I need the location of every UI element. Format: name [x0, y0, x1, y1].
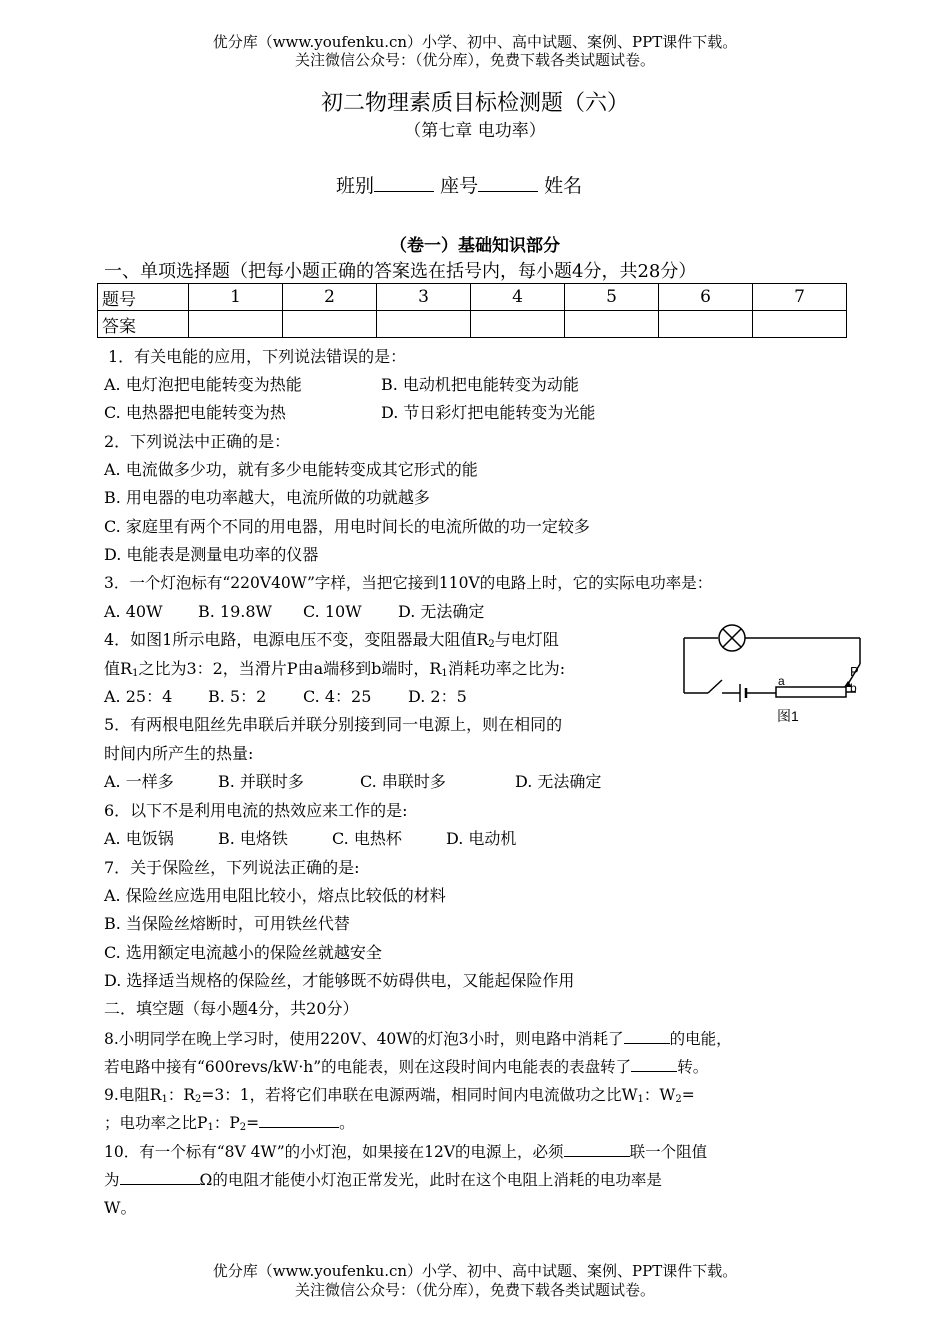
page-title: 初二物理素质目标检测题（六）	[320, 91, 629, 116]
q9-text: ：P	[213, 1114, 240, 1132]
section-title: （卷一）基础知识部分	[390, 236, 560, 256]
q4-option-b: B. 5：2	[208, 687, 267, 706]
q10-line2	[104, 1170, 662, 1190]
q9-line1	[104, 1085, 695, 1110]
answer-cell[interactable]	[753, 311, 847, 338]
question-number: 5	[565, 284, 659, 311]
q9-text: ：R	[167, 1086, 196, 1104]
q4-text: 4．如图1所示电路，电源电压不变，变阻器最大阻值R	[104, 630, 489, 649]
q4-option-c: C. 4：25	[303, 687, 372, 706]
q8-line2	[104, 1057, 708, 1077]
question-number: 4	[471, 284, 565, 311]
figure-caption: 图1	[777, 708, 799, 724]
q4-text: 消耗功率之比为:	[447, 659, 566, 678]
question-number: 6	[659, 284, 753, 311]
subscript: 1	[441, 668, 448, 679]
q6-option-d: D. 电动机	[446, 829, 517, 848]
answer-cell[interactable]	[189, 311, 283, 338]
q8-text: 若电路中接有“600revs/kW·h”的电能表，则在这段时间内电能表的表盘转了	[104, 1058, 632, 1076]
subscript: 2	[239, 1122, 247, 1133]
q7-option-d: D. 选择适当规格的保险丝，才能够既不妨碍供电，又能起保险作用	[104, 971, 575, 990]
subscript: 1	[132, 668, 139, 679]
q3-option-d: D. 无法确定	[398, 602, 485, 621]
q10-blank-1[interactable]	[564, 1142, 630, 1157]
q4-stem-line2	[104, 659, 565, 684]
seat-label: 座号	[440, 175, 479, 197]
subscript: 2	[675, 1094, 682, 1105]
label-b: b	[850, 681, 857, 695]
class-blank[interactable]	[374, 177, 434, 192]
q1-option-c: C. 电热器把电能转变为热	[104, 403, 286, 422]
q1-option-d: D. 节日彩灯把电能转变为光能	[381, 403, 596, 422]
circuit-figure	[680, 618, 870, 728]
header-line-1: 优分库（www.youfenku.cn）小学、初中、高中试题、案例、PPT课件下载。	[212, 33, 738, 51]
student-info	[336, 171, 582, 198]
q4-option-d: D. 2：5	[408, 687, 467, 706]
q5-stem-line2: 时间内所产生的热量:	[104, 744, 254, 763]
question-number: 2	[283, 284, 377, 311]
answer-cell[interactable]	[659, 311, 753, 338]
q9-text: ：W	[643, 1086, 676, 1104]
q2-option-b: B. 用电器的电功率越大，电流所做的功就越多	[104, 488, 430, 507]
q8-line1	[104, 1029, 732, 1049]
q1-option-a: A. 电灯泡把电能转变为热能	[104, 375, 302, 394]
q7-stem: 7．关于保险丝，下列说法正确的是:	[104, 858, 360, 877]
q9-text: ；电功率之比P	[104, 1114, 208, 1132]
q10-text: Ω的电阻才能使小灯泡正常发光，此时在这个电阻上消耗的电功率是	[199, 1171, 662, 1189]
label-p: P	[850, 664, 859, 679]
footer-line-1: 优分库（www.youfenku.cn）小学、初中、高中试题、案例、PPT课件下载。	[212, 1262, 738, 1280]
q8-text: 转。	[677, 1058, 709, 1076]
rheostat	[776, 687, 846, 697]
part2-title: 二．填空题（每小题4分，共20分）	[104, 999, 359, 1018]
subscript: 1	[637, 1094, 644, 1105]
name-label: 姓名	[544, 175, 583, 197]
table-row-answers	[98, 311, 847, 338]
q10-blank-2[interactable]	[120, 1170, 200, 1185]
subscript: 2	[488, 639, 495, 650]
switch-icon	[708, 680, 722, 693]
q2-option-c: C. 家庭里有两个不同的用电器，用电时间长的电流所做的功一定较多	[104, 517, 590, 536]
q9-text: =	[246, 1114, 260, 1132]
q10-text: 10．有一个标有“8V 4W”的小灯泡，如果接在12V的电源上，必须	[104, 1143, 564, 1161]
q3-option-a: A. 40W	[104, 602, 163, 621]
header-line-2: 关注微信公众号：（优分库），免费下载各类试题试卷。	[294, 51, 655, 69]
q2-option-d: D. 电能表是测量电功率的仪器	[104, 545, 319, 564]
q8-blank-2[interactable]	[631, 1057, 677, 1072]
q5-stem-line1: 5．有两根电阻丝先串联后并联分别接到同一电源上，则在相同的	[104, 715, 563, 734]
row-label-answer: 答案	[98, 311, 189, 338]
q2-stem: 2．下列说法中正确的是：	[104, 432, 291, 451]
table-row-numbers	[98, 284, 847, 311]
q10-text: 为	[104, 1171, 120, 1189]
q4-option-a: A. 25：4	[104, 687, 173, 706]
label-a: a	[778, 674, 785, 688]
q5-option-b: B. 并联时多	[218, 772, 304, 791]
q4-stem-line1	[104, 630, 559, 655]
row-label-number: 题号	[98, 284, 189, 311]
q6-option-a: A. 电饭锅	[104, 829, 174, 848]
q1-option-b: B. 电动机把电能转变为动能	[381, 375, 579, 394]
q3-option-c: C. 10W	[303, 602, 362, 621]
page-subtitle: （第七章 电功率）	[404, 121, 546, 141]
answer-cell[interactable]	[565, 311, 659, 338]
q9-line2	[104, 1113, 355, 1138]
answer-cell[interactable]	[377, 311, 471, 338]
question-number: 3	[377, 284, 471, 311]
subscript: 2	[195, 1094, 202, 1105]
subscript: 1	[207, 1122, 214, 1133]
q8-text: 8.小明同学在晚上学习时，使用220V、40W的灯泡3小时，则电路中消耗了	[104, 1030, 624, 1048]
q6-option-b: B. 电烙铁	[218, 829, 288, 848]
answer-cell[interactable]	[471, 311, 565, 338]
q5-option-a: A. 一样多	[104, 772, 174, 791]
q2-option-a: A. 电流做多少功，就有多少电能转变成其它形式的能	[104, 460, 478, 479]
q4-text: 值R	[104, 659, 133, 678]
answer-table	[97, 283, 847, 338]
q1-stem: 1．有关电能的应用，下列说法错误的是：	[108, 347, 407, 366]
q5-option-c: C. 串联时多	[360, 772, 446, 791]
q6-option-c: C. 电热杯	[332, 829, 402, 848]
q5-option-d: D. 无法确定	[515, 772, 602, 791]
q9-text: =	[681, 1086, 695, 1104]
q10-line1	[104, 1142, 707, 1162]
question-number: 7	[753, 284, 847, 311]
q9-blank[interactable]	[259, 1113, 339, 1128]
seat-blank[interactable]	[478, 177, 538, 192]
q7-option-a: A. 保险丝应选用电阻比较小，熔点比较低的材料	[104, 886, 446, 905]
q7-option-b: B. 当保险丝熔断时，可用铁丝代替	[104, 914, 350, 933]
q7-option-c: C. 选用额定电流越小的保险丝就越安全	[104, 943, 382, 962]
q4-text: 与电灯阻	[494, 630, 559, 649]
q4-text: 之比为3：2，当滑片P由a端移到b端时，R	[138, 659, 442, 678]
subscript: 1	[161, 1094, 168, 1105]
q8-text: 的电能，	[669, 1030, 732, 1048]
q9-text: 。	[339, 1114, 355, 1132]
q10-text: 联一个阻值	[629, 1143, 708, 1161]
q3-option-b: B. 19.8W	[198, 602, 272, 621]
class-label: 班别	[336, 175, 375, 197]
q10-line3: W。	[104, 1198, 137, 1217]
footer-line-2: 关注微信公众号：（优分库），免费下载各类试题试卷。	[294, 1281, 655, 1299]
q3-stem: 3．一个灯泡标有“220V40W”字样，当把它接到110V的电路上时，它的实际电功率是：	[104, 574, 713, 592]
q9-text: =3：1，若将它们串联在电源两端，相同时间内电流做功之比W	[201, 1086, 638, 1104]
part1-title: 一、单项选择题（把每小题正确的答案选在括号内，每小题4分，共28分）	[104, 261, 697, 282]
q6-stem: 6．以下不是利用电流的热效应来工作的是:	[104, 801, 408, 820]
answer-cell[interactable]	[283, 311, 377, 338]
q9-text: 9.电阻R	[104, 1086, 162, 1104]
q8-blank-1[interactable]	[624, 1029, 670, 1044]
question-number: 1	[189, 284, 283, 311]
